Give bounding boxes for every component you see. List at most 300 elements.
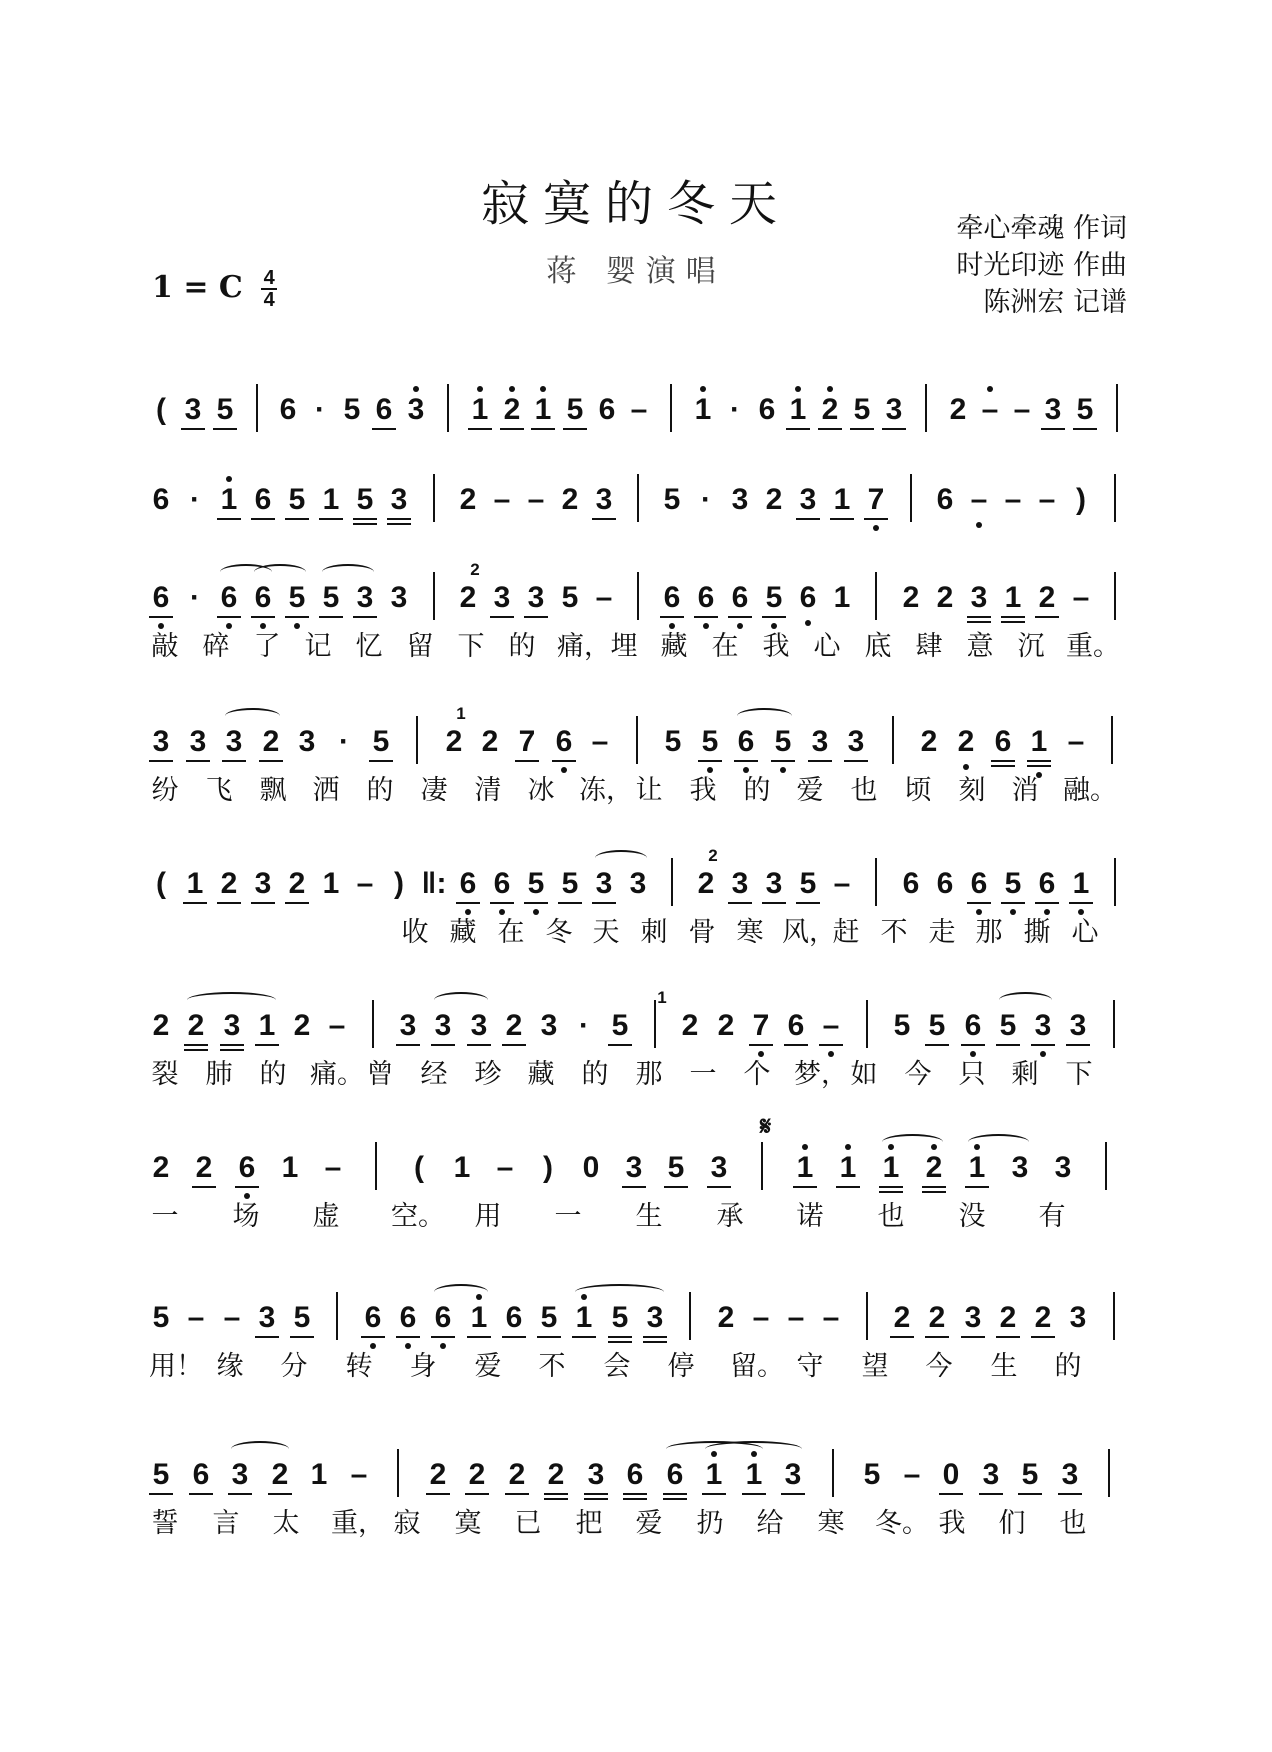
note — [1000, 578, 1026, 618]
octave-dot-below — [771, 623, 777, 629]
note — [748, 1298, 774, 1338]
note — [191, 1148, 217, 1188]
eighth-underline — [762, 902, 786, 904]
lyric-syllable: 意 — [966, 631, 994, 662]
note-text: 2 — [765, 483, 783, 516]
note-text: 2 — [547, 1458, 565, 1491]
note — [219, 1006, 245, 1046]
note — [227, 1455, 253, 1495]
eighth-underline — [220, 1044, 244, 1046]
note — [1068, 864, 1094, 904]
note — [829, 578, 855, 618]
note — [148, 480, 174, 520]
lyric-syllable: 爱 — [635, 1508, 663, 1539]
note-text: 3 — [258, 1301, 276, 1334]
octave-dot-above — [987, 386, 993, 392]
note-text: – — [356, 867, 374, 900]
note-text: 2 — [445, 725, 463, 758]
note-text: – — [328, 1009, 346, 1042]
lyricist-credit: 牵心牵魂 作词 — [956, 213, 1127, 244]
octave-dot-above — [795, 386, 801, 392]
note — [318, 578, 344, 618]
octave-dot-below — [260, 623, 266, 629]
note-text: 3 — [982, 1458, 1000, 1491]
note — [966, 480, 992, 520]
octave-dot-below — [873, 525, 879, 531]
note-text: · — [579, 1009, 589, 1042]
eighth-underline — [819, 1044, 843, 1046]
note-text: 3 — [225, 725, 243, 758]
note-text: 5 — [667, 1151, 685, 1184]
lyric-syllable: 转 — [345, 1351, 373, 1382]
lyric-syllable: 虚 — [312, 1201, 340, 1232]
note — [267, 1455, 293, 1495]
note-text: 3 — [298, 725, 316, 758]
note-text: · — [190, 581, 200, 614]
note — [216, 480, 242, 520]
lyric-syllable: 守 — [796, 1351, 824, 1382]
note-text: 3 — [731, 867, 749, 900]
lyric-syllable: 生 — [990, 1351, 1018, 1382]
lyric-syllable: 寒 — [736, 917, 764, 948]
note-text: 3 — [765, 867, 783, 900]
score-system — [148, 988, 1136, 1098]
note-text: · — [730, 393, 740, 426]
note — [501, 1006, 527, 1046]
note — [148, 390, 174, 430]
note-text: 1 — [968, 1151, 986, 1184]
eighth-underline — [1001, 902, 1025, 904]
barline — [637, 474, 639, 522]
note-text: 6 — [663, 581, 681, 614]
eighth-underline — [784, 1044, 808, 1046]
lyric-syllable: 生 — [635, 1201, 663, 1232]
note — [1068, 480, 1094, 520]
sixteenth-underline — [544, 1498, 568, 1500]
lyric-syllable: 珍 — [474, 1059, 502, 1090]
note-row — [148, 1455, 1136, 1501]
eighth-underline — [1018, 1493, 1042, 1495]
note-text: – — [1013, 393, 1031, 426]
barline — [671, 858, 673, 906]
lyric-syllable: 消 — [1011, 775, 1039, 806]
slur — [434, 992, 488, 1008]
lyric-syllable: 给 — [756, 1508, 784, 1539]
note — [966, 864, 992, 904]
note-text: 3 — [811, 725, 829, 758]
eighth-underline — [319, 518, 343, 520]
lyric-syllable: 凄 — [420, 775, 448, 806]
note — [501, 1298, 527, 1338]
lyric-syllable: 有 — [1038, 1201, 1066, 1232]
note — [621, 1148, 647, 1188]
note-text: 5 — [343, 393, 361, 426]
lyric-syllable: 留 — [406, 631, 434, 662]
note — [932, 480, 958, 520]
note — [1063, 722, 1089, 762]
note-text: 6 — [994, 725, 1012, 758]
note — [530, 390, 556, 430]
octave-dot-above — [540, 386, 546, 392]
eighth-underline — [786, 428, 810, 430]
note — [216, 864, 242, 904]
note — [761, 864, 787, 904]
note-text: 3 — [254, 867, 272, 900]
note — [346, 1455, 372, 1495]
note-text: 2 — [271, 1458, 289, 1491]
note — [1026, 722, 1052, 762]
note-text: 6 — [737, 725, 755, 758]
note — [514, 722, 540, 762]
lyric-syllable: 缘 — [216, 1351, 244, 1382]
eighth-underline — [217, 518, 241, 520]
note — [660, 722, 686, 762]
eighth-underline — [426, 1493, 450, 1495]
lyric-syllable: 一 — [689, 1059, 717, 1090]
note-text: 2 — [902, 581, 920, 614]
lyric-syllable: 寂 — [393, 1508, 421, 1539]
score-system — [148, 480, 1136, 526]
note-text: – — [903, 1458, 921, 1491]
lyric-syllable: 把 — [575, 1508, 603, 1539]
note-text: – — [187, 1301, 205, 1334]
eighth-underline — [879, 1186, 903, 1188]
lyric-syllable: 诺 — [796, 1201, 824, 1232]
note-text: 2 — [152, 1151, 170, 1184]
octave-dot-below — [561, 767, 567, 773]
slur — [705, 1441, 802, 1457]
note-text: 3 — [152, 725, 170, 758]
eighth-underline — [991, 760, 1015, 762]
lyric-syllable: 藏 — [527, 1059, 555, 1090]
note — [430, 1298, 456, 1338]
transcriber-credit: 陈洲宏 记谱 — [983, 287, 1127, 318]
lyric-syllable: 下 — [1065, 1059, 1093, 1090]
note-text: 5 — [152, 1301, 170, 1334]
barline — [1116, 384, 1118, 432]
note — [477, 722, 503, 762]
note — [662, 1455, 688, 1495]
eighth-underline — [251, 616, 275, 618]
note-text: 1 — [839, 1151, 857, 1184]
note — [406, 1148, 432, 1188]
lyric-syllable: 敲 — [151, 631, 179, 662]
note — [1034, 480, 1060, 520]
note — [403, 390, 429, 430]
eighth-underline — [663, 1493, 687, 1495]
note-text: 2 — [1034, 1301, 1052, 1334]
note — [371, 390, 397, 430]
lyric-syllable: 梦， — [794, 1059, 848, 1090]
note-text: 6 — [787, 1009, 805, 1042]
eighth-underline — [622, 1186, 646, 1188]
eighth-underline — [965, 1186, 989, 1188]
note-text: 5 — [372, 725, 390, 758]
sixteenth-underline — [1027, 765, 1051, 767]
note — [395, 1298, 421, 1338]
note-row — [148, 480, 1136, 526]
lyric-syllable: 承 — [716, 1201, 744, 1232]
eighth-underline — [552, 760, 576, 762]
note-text: 3 — [595, 867, 613, 900]
lyric-syllable: 那 — [975, 917, 1003, 948]
note-text: 1 — [471, 393, 489, 426]
note — [1030, 1006, 1056, 1046]
lyric-syllable: 下 — [457, 631, 485, 662]
note — [843, 722, 869, 762]
key-label: 1 = C — [152, 270, 243, 305]
note — [221, 722, 247, 762]
note-text: 3 — [540, 1009, 558, 1042]
note — [250, 480, 276, 520]
note-text: 7 — [518, 725, 536, 758]
slur — [254, 564, 306, 580]
note — [591, 864, 617, 904]
note-text: 0 — [582, 1151, 600, 1184]
barline — [637, 572, 639, 620]
octave-dot-below — [780, 767, 786, 773]
note — [795, 578, 821, 618]
lyric-syllable: 没 — [958, 1201, 986, 1232]
note — [183, 1006, 209, 1046]
note — [1057, 1455, 1083, 1495]
eighth-underline — [864, 518, 888, 520]
eighth-underline — [643, 1336, 667, 1338]
note — [625, 864, 651, 904]
eighth-underline — [465, 1493, 489, 1495]
lyric-syllable: 记 — [304, 631, 332, 662]
note — [761, 578, 787, 618]
note-text: 2 — [481, 725, 499, 758]
note — [591, 480, 617, 520]
note — [829, 480, 855, 520]
eighth-underline — [468, 428, 492, 430]
eighth-underline — [217, 616, 241, 618]
note-row — [148, 846, 1136, 910]
lyric-syllable: 肺 — [205, 1059, 233, 1090]
octave-dot-below — [226, 623, 232, 629]
note — [275, 390, 301, 430]
note — [386, 480, 412, 520]
octave-dot-below — [158, 623, 164, 629]
note — [953, 722, 979, 762]
note-text: 2 — [957, 725, 975, 758]
note-text: 2 — [459, 483, 477, 516]
sixteenth-underline — [991, 765, 1015, 767]
note — [455, 578, 481, 618]
note-text: 2 — [1038, 581, 1056, 614]
note — [352, 480, 378, 520]
note — [713, 1298, 739, 1338]
note-text: 1 — [1004, 581, 1022, 614]
note — [995, 1006, 1021, 1046]
note-text: 3 — [595, 483, 613, 516]
note-text: 6 — [364, 1301, 382, 1334]
octave-dot-below — [499, 909, 505, 915]
note-text: ‖: — [421, 867, 447, 900]
lyric-syllable: 爱 — [474, 1351, 502, 1382]
lyric-syllable: 洒 — [312, 775, 340, 806]
note — [523, 480, 549, 520]
note-text: 3 — [1061, 1458, 1079, 1491]
note-text: – — [787, 1301, 805, 1334]
note — [284, 578, 310, 618]
lyric-syllable: 冬。 — [875, 1508, 929, 1539]
note — [722, 390, 748, 430]
note-text: 6 — [152, 483, 170, 516]
eighth-underline — [149, 760, 173, 762]
note — [770, 722, 796, 762]
eighth-underline — [189, 1493, 213, 1495]
note-text: 6 — [434, 1301, 452, 1334]
note — [626, 390, 652, 430]
note — [881, 390, 907, 430]
lyric-syllable: 已 — [514, 1508, 542, 1539]
note-text: 6 — [598, 393, 616, 426]
note-text: 2 — [893, 1301, 911, 1334]
barline — [447, 384, 449, 432]
eighth-underline — [558, 902, 582, 904]
lyric-syllable: 誓 — [151, 1508, 179, 1539]
note — [1034, 864, 1060, 904]
note-text: 2 — [999, 1301, 1017, 1334]
octave-dot-below — [1010, 909, 1016, 915]
note-text: 6 — [964, 1009, 982, 1042]
lyric-syllable: 了 — [253, 631, 281, 662]
octave-dot-below — [976, 909, 982, 915]
note — [467, 390, 493, 430]
note-text: 3 — [1034, 1009, 1052, 1042]
note — [395, 1006, 421, 1046]
slur — [322, 564, 374, 580]
note-text: 3 — [964, 1301, 982, 1334]
time-signature-bottom: 4 — [263, 289, 275, 311]
lyric-syllable: 顷 — [904, 775, 932, 806]
eighth-underline — [255, 1336, 279, 1338]
note-text: 6 — [220, 581, 238, 614]
lyric-syllable: 飘 — [259, 775, 287, 806]
note-text: · — [190, 483, 200, 516]
eighth-underline — [353, 518, 377, 520]
note-text: 1 — [534, 393, 552, 426]
grace-note: 2 — [708, 846, 718, 865]
lyric-syllable: 剩 — [1011, 1059, 1039, 1090]
note-text: 1 — [470, 1301, 488, 1334]
note — [1000, 480, 1026, 520]
lyric-syllable: 在 — [711, 631, 739, 662]
lyric-syllable: 碎 — [202, 631, 230, 662]
sixteenth-underline — [353, 523, 377, 525]
note — [1050, 1148, 1076, 1188]
barline — [925, 384, 927, 432]
note-text: – — [493, 483, 511, 516]
octave-dot-below — [828, 1051, 834, 1057]
note — [835, 1148, 861, 1188]
note-text: 6 — [254, 581, 272, 614]
note — [701, 1455, 727, 1495]
lyric-syllable: 沉 — [1017, 631, 1045, 662]
sixteenth-underline — [623, 1498, 647, 1500]
eighth-underline — [149, 616, 173, 618]
note — [829, 864, 855, 904]
note — [543, 1455, 569, 1495]
note-text: 6 — [758, 393, 776, 426]
note-text: 5 — [765, 581, 783, 614]
note — [945, 390, 971, 430]
note — [182, 864, 208, 904]
note — [430, 1006, 456, 1046]
note — [254, 1006, 280, 1046]
note — [449, 1148, 475, 1188]
lyric-syllable: 的 — [743, 775, 771, 806]
lyric-syllable: 那 — [635, 1059, 663, 1090]
eighth-underline — [217, 902, 241, 904]
lyric-syllable: 的 — [508, 631, 536, 662]
lyric-syllable: 刻 — [958, 775, 986, 806]
note-text: 1 — [281, 1151, 299, 1184]
lyric-row — [148, 1058, 1136, 1098]
note-text: 1 — [258, 1009, 276, 1042]
note-text: 2 — [293, 1009, 311, 1042]
note — [607, 1006, 633, 1046]
eighth-underline — [608, 1044, 632, 1046]
key-signature — [152, 268, 277, 310]
note-text: 3 — [1069, 1301, 1087, 1334]
note — [489, 864, 515, 904]
note — [523, 864, 549, 904]
octave-dot-below — [1044, 909, 1050, 915]
note-text: 2 — [459, 581, 477, 614]
slur — [434, 1284, 488, 1300]
eighth-underline — [584, 1493, 608, 1495]
note — [818, 1298, 844, 1338]
eighth-underline — [456, 902, 480, 904]
note — [783, 1006, 809, 1046]
note-text: ( — [156, 867, 166, 900]
eighth-underline — [850, 428, 874, 430]
note — [571, 1006, 597, 1046]
slur — [595, 850, 647, 866]
sixteenth-underline — [220, 1049, 244, 1051]
note — [148, 578, 174, 618]
eighth-underline — [396, 1336, 420, 1338]
note-text: 5 — [561, 581, 579, 614]
eighth-underline — [268, 1493, 292, 1495]
note — [924, 1006, 950, 1046]
note — [659, 480, 685, 520]
eighth-underline — [490, 616, 514, 618]
note-text: 5 — [527, 867, 545, 900]
note — [148, 864, 174, 904]
note-row — [148, 1148, 1136, 1194]
barline — [1114, 474, 1116, 522]
eighth-underline — [882, 428, 906, 430]
note-text: 3 — [1054, 1151, 1072, 1184]
eighth-underline — [664, 1186, 688, 1188]
note — [386, 578, 412, 618]
note-text: 6 — [731, 581, 749, 614]
note-text: 3 — [629, 867, 647, 900]
eighth-underline — [505, 1493, 529, 1495]
note-text: 5 — [999, 1009, 1017, 1042]
note — [219, 1298, 245, 1338]
octave-dot-below — [963, 764, 969, 770]
lyric-syllable: 骨 — [688, 917, 716, 948]
note — [795, 480, 821, 520]
note — [817, 390, 843, 430]
note — [783, 1298, 809, 1338]
eighth-underline — [544, 1493, 568, 1495]
